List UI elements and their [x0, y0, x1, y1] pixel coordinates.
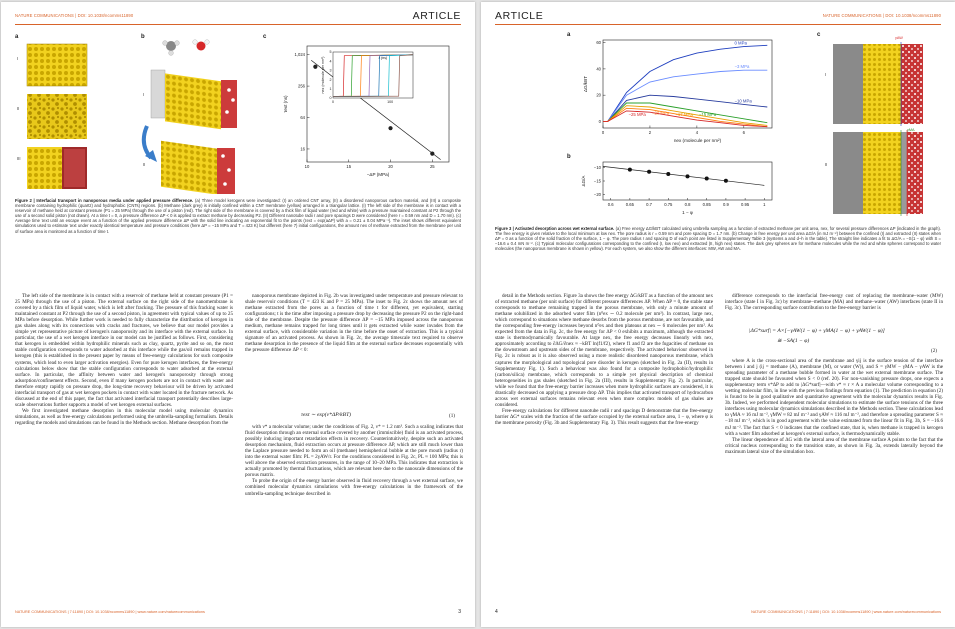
fig3-caption-title: Figure 3 | Activated desorption across wet external surface.	[495, 226, 615, 231]
left-page-column-1	[15, 293, 233, 605]
fig3a-y-tick-label: 0	[598, 118, 601, 124]
right-page	[481, 2, 955, 627]
fig3a-series-label: −17 MPa	[675, 111, 693, 117]
fig3b-plot-frame	[603, 162, 772, 200]
left-header-rule	[15, 24, 461, 25]
fig3a-series-line	[603, 45, 767, 121]
fig3c-label-aw-top: γAW	[895, 36, 903, 40]
fig3b-data-point	[647, 170, 651, 174]
fig2-caption-text: (a) Three model kerogens were investigated: (I) an ordered CNT array, (II) a disordered nanoporous carbon material, and (III) a composite membrane containing hydrophilic (quartz) and hydrophobic (CNTs) regions. (b) Methane (dark grey) is initially confined within a CNT membrane (yellow) arranged in a triangular lattice. (I) The left side of the membrane is in contact with a reservoir of methane held at constant pressure (P1 = 25 MPa) through the use of a piston (red). The right side of the membrane is covered by a thick film of liquid water (red and white) with a pressure maintained constant at P2 through the use of a second solid piston (not drawn). At a time t = 0, a pressure difference ΔP < 0 is applied to extract methane by decreasing P2. (II) Different nanotube radii r and pore spacings D were considered (here r = 0.59 nm and D = 1.70 nm). (c) Average time τext until an escape event as a function of the applied pressure difference ΔP with the solid line indicating an exponential fit to the points (τext = exp(aΔP) with a = 0.21 ± 0.04 MPa⁻¹). The inset shows different equivalent simulations used to estimate τext under exactly identical temperature and pressure conditions (here ΔP = −15 MPa and T = 423 K) but different (here 7) initial configurations, the amount nex of methane extracted from the membrane per unit of surface area is monitored as a function of time t.	[15, 198, 461, 234]
fig3b-fit-line	[603, 166, 764, 185]
fig2b-roman-2: II	[143, 162, 146, 167]
left-footer-journal: NATURE COMMUNICATIONS | 7:11890 | DOI: 10.1038/ncomms11890 | www.nature.com/naturecommunications	[15, 610, 205, 614]
fig2c-inset-y-tick-label: 5	[329, 50, 332, 55]
fig2a-panel	[15, 34, 130, 194]
fig2c-inset-y-tick-label: 4	[329, 59, 332, 64]
fig2c-data-point	[388, 126, 392, 130]
fig3a-chart	[567, 32, 812, 152]
fig2c-inset-x-tick-label: 100	[387, 100, 394, 104]
fig3b-x-tick-label: 0.95	[741, 202, 750, 207]
left-header-journal: NATURE COMMUNICATIONS | DOI: 10.1038/ncomms11890	[15, 13, 134, 18]
fig2c-inset-y-tick-label: 1	[329, 87, 332, 91]
fig2c-y-tick-label: 1,024	[294, 52, 305, 58]
left-page-footer	[15, 609, 461, 619]
fig3a-x-tick-label: 6	[742, 130, 746, 135]
left-page-header	[15, 10, 461, 24]
fig2c-data-point	[430, 152, 434, 156]
fig3c-illustrations	[817, 32, 945, 222]
left-page-column-2a	[245, 293, 463, 413]
right-col1-para-1: detail in the Methods section. Figure 3a shows the free energy ΔG/kBT as a function of the amount nex of extracted methane (per unit surface) for different pressure differences ΔP. When ΔP = 0, the stable state corresponds to methane remaining trapped in the porous membrane, with only a minute amount of methane solubilized in the adsorbed water film (n⁰ex ∼ 0.2 molecule per nm²). In contrast, large nex, which correspond to situations where methane desorbs from the porous membrane, are not favourable, and the corresponding free-energy increases beyond n⁰ex and then plateaus at nex ∼ 6 molecules per nm². As expected from the data in Fig. 2c, the free energy for ΔP < 0 exhibits a maximum, although the extracted state is thermodynamically favourable. At large nex, the free energy decreases linearly with nex, approximately according to ∂ΔG/∂nex ≈ −kBT ln(f1/f2), where f1 and f2 are the fugacities of methane on the downstream and upstream sides of the membrane, respectively. The activated behaviour observed in Fig. 2c is robust as it is also observed using a more realistic disordered nanoporous membrane, which captures the morphological and topological pore disorder in kerogen (sketched in Fig. 2a (II), results in Supplementary Fig. 1). Such a behaviour was also found for a composite hydrophobic/hydrophilic (carbon/silica) membrane, which corresponds to a simple yet physical description of chemical heterogeneities in gas shales (sketched in Fig. 2a (III), results in Supplementary Fig. 2). In particular, while we found that the free-energy barrier increases when more hydrophilic surfaces are considered, it is drastically decreased on applying a pressure drop ΔP. This implies that activated transport of hydrocarbon across wet external surfaces remains relevant even when more complex models of gas shales are considered.	[495, 293, 713, 408]
fig3a-series-label: −3 MPa	[734, 64, 750, 70]
fig3a-y-tick-label: 20	[596, 92, 601, 98]
disordered-carbon-model	[27, 94, 87, 139]
fig2c-y-tick-label: 256	[298, 83, 305, 89]
fig2c-x-tick-label: 15	[346, 164, 352, 169]
left-header-section: ARTICLE	[412, 10, 461, 22]
fig3a-y-tick-label: 60	[596, 40, 601, 46]
fig2c-inset-y-tick-label: 3	[329, 68, 332, 73]
fig2c-inset-y-axis-title: nex (molecule per nm²)	[321, 56, 325, 94]
fig3a-x-axis-title: nex (molecule per nm²)	[673, 138, 722, 143]
fig3b-data-point	[666, 172, 670, 176]
left-col1-para-2: We first investigated methane desorption in this molecular model using molecular dynamics simulations, as well as free-energy calculations performed using the umbrella-sampling formalism. Details regarding the models and simulations can be found in the Methods section. Methane desorption from the	[15, 407, 233, 426]
fig2-caption	[15, 198, 461, 278]
left-page-number: 3	[458, 609, 461, 615]
right-col2-para-1: difference corresponds to the interfacial free-energy cost of replacing the membrane–water (MW) interface (state I in Fig. 3c) by membrane–methane (MA) and methane–water (AW) interfaces (state II in Fig. 3c). The corresponding surface contribution to the free-energy barrier is	[725, 293, 943, 312]
fig3c-label-ma: γMA	[907, 128, 915, 132]
fig3b-y-axis-title: ΔG/A	[581, 175, 586, 187]
fig2b-label: b	[141, 34, 145, 40]
fig3-caption	[495, 226, 941, 286]
fig3b-y-tick-label: −20	[593, 191, 601, 197]
fig2b-panel	[141, 34, 256, 194]
fig3b-x-tick-label: 0.85	[702, 202, 711, 207]
fig2c-x-axis-title: −ΔP (MPa)	[366, 172, 390, 177]
fig2c-inset-y-tick-label: 2	[329, 77, 332, 82]
fig3b-x-tick-label: 0.65	[625, 202, 634, 207]
fig2c-label: c	[263, 34, 267, 40]
fig3b-x-tick-label: 0.8	[684, 202, 691, 207]
right-header-journal: NATURE COMMUNICATIONS | DOI: 10.1038/ncomms11890	[822, 13, 941, 18]
fig3b-data-point	[628, 168, 632, 172]
right-page-number: 4	[495, 609, 498, 615]
equation-2-line-2: ≅ −SA(1 − φ)	[777, 338, 810, 344]
fig3a-series-label: 0 MPa	[734, 40, 747, 46]
fig3b-panel	[567, 154, 812, 224]
membrane-confined-state	[151, 70, 237, 129]
extracted-state-snapshot	[833, 130, 923, 216]
right-page-column-1	[495, 293, 713, 605]
fig2c-x-tick-label: 10	[304, 164, 310, 169]
left-col2-para-2: with ν* a molecular volume; under the conditions of Fig. 2, ν* = 1.2 nm³. Such a scaling indicates that fluid desorption through an external surface covered by another (immiscible) fluid is an activated process, possibly inducing important retardation effects in recovery. Counterintuitively, despite such an activated desorption mechanism, fluid extraction occurs at pressure difference ΔP, which are still much lower than the Laplace pressure needed to form an oil (methane) hemispherical bubble at the pore mouth (radius r) into the external water film: PL = 2γAW/r. For the conditions considered in Fig. 2c, PL ≈ 100 MPa; this is well above the observed extraction pressures, in the range of 10–20 MPa. This indicates that extraction is actually promoted by thermal fluctuations, which are relevant here due to the nanoscale dimensions of the porous matrix.	[245, 424, 463, 479]
equation-2-number: (2)	[931, 348, 937, 354]
fig2-caption-title: Figure 2 | Interfacial transport in nanoporous media under applied pressure difference.	[15, 198, 194, 203]
methane-molecule-icon	[163, 41, 180, 56]
transition-arrow-icon	[144, 126, 157, 162]
fig3a-series-label: −15 MPa	[698, 111, 717, 117]
fig2b-illustrations	[141, 34, 256, 194]
fig3a-series-label: −25 MPa	[628, 111, 646, 117]
fig2c-inset-x-tick-label: 0	[332, 100, 334, 104]
fig2a-illustrations	[15, 34, 130, 194]
right-col2-para-2: where A is the cross-sectional area of the membrane and γij is the surface tension of the interface between i and j (ij = methane (A), membrane (M), or water (W)), and S = γMW − γMA − γAW is the spreading parameter of a methane bubble formed in water at the wet external membrane surface. The trapped state should be favoured when S < 0 (ref. 20). For non-vanishing pressure drops, one expects a supplementary term ν*ΔP to add to |ΔG*surf|—with ν* ≈ r × A a molecular volume corresponding to a wetting molecular film, in line with the previous findings from equation (1). The prediction in equation (2) is found to be in good qualitative and quantitative agreement with the molecular dynamics results in Fig. 3b. Indeed, we performed independent molecular simulations to estimate the surface tensions of the three interfaces using molecular dynamics simulations described in the Methods section. These calculations lead to γMA ≈ 16 mJ m⁻², γMW ≈ 82 mJ m⁻² and γAW ≈ 116 mJ m⁻², and therefore a spreading parameter S ≈ −18 mJ m⁻², which is in good agreement with the value estimated from the linear fit in Fig. 3b, S = −16.6 mJ m⁻². The fact that S < 0 indicates that the confined state, that is, when methane is trapped in kerogen with a water film adsorbed at kerogen's external surface, is thermodynamically stable.	[725, 358, 943, 437]
fig3b-data-point	[705, 177, 709, 181]
right-page-header	[495, 10, 941, 24]
fig3b-x-tick-label: 1	[763, 202, 766, 207]
left-page-column-2b	[245, 424, 463, 605]
fig2c-y-axis-title: τext (ns)	[283, 95, 288, 113]
fig3b-x-axis-title: 1 − φ	[682, 210, 693, 215]
fig2c-y-tick-label: 64	[300, 114, 305, 120]
fig2c-x-tick-label: 20	[388, 164, 393, 169]
fig2c-y-tick-label: 16	[300, 146, 305, 152]
fig3b-y-tick-label: −15	[593, 178, 601, 184]
equation-1-number: (1)	[449, 413, 455, 419]
fig3b-x-tick-label: 0.75	[664, 202, 673, 207]
fig3c-label: c	[817, 32, 821, 38]
fig3b-x-tick-label: 0.7	[646, 202, 653, 207]
left-col2-para-3: To probe the origin of the energy barrier observed in fluid recovery through a wet external surface, we combined molecular dynamics simulations with free-energy calculations in the framework of the umbrella-sampling technique described in	[245, 478, 463, 497]
right-header-section: ARTICLE	[495, 10, 544, 22]
fig3a-y-tick-label: 40	[596, 66, 601, 72]
fig2c-x-tick-label: 25	[429, 164, 435, 169]
fig3c-roman-1: I	[825, 72, 827, 77]
fig3-caption-text: (a) Free energy ΔG/kBT calculated using umbrella sampling as a function of extracted methane per unit area, nex, for several pressure differences ΔP (indicated in the graph). The free energy is given relative to the local minimum at low nex. The pore radius is r = 0.59 nm and pore spacing D = 1.7 nm. (b) Change in free energy per unit area ΔG/A (in mJ m⁻²) between the confined (I) and extracted (II) states when ΔP = 0 as a function of the solid fraction of the surface, 1 − φ. The pore radius r and spacing D of each point are listed in Supplementary Table 3 (systems a and d–h in the table). The straight line indicates a fit to ΔG/A = −S(1 − φ) with S = −16.6 ± 0.4 mN m⁻². (c) Typical molecular configurations corresponding to the confined (I, low nex) and extracted (II, high nex) states. The dark grey spheres are for methane molecules while the red and white spheres correspond to water molecules (the nanoporous membrane is shown in yellow). For each system, we also show the different interfaces: MW, AW and MA.	[495, 226, 941, 252]
fig2c-chart	[263, 34, 463, 194]
fig3a-series-label: −20 MPa	[651, 110, 670, 116]
fig3c-panel	[817, 32, 945, 222]
fig3b-x-tick-label: 0.6	[607, 202, 614, 207]
cnt-array-model	[27, 44, 87, 86]
fig2c-inset-y-tick-label: 0	[329, 96, 332, 101]
fig3b-label: b	[567, 154, 571, 160]
fig3a-panel	[567, 32, 812, 152]
right-page-column-2a	[725, 293, 943, 325]
fig3b-data-point	[724, 179, 728, 183]
right-header-rule	[495, 24, 941, 25]
left-col2-para-1: nanoporous membrane depicted in Fig. 2b was investigated under temperature and pressure relevant to shale reservoir conditions (T = 423 K and P = 25 MPa). The inset to Fig. 2c shows the amount nex of methane extracted from the pores as a function of time t for different, yet equivalent, starting configurations; t is the time after imposing a pressure drop by decreasing the pressure P2 on the right-hand side of the membrane. Despite the pressure difference ΔP = −15 MPa imposed across the nanoporous medium, methane remains trapped for long times until it gets extracted while water invades from the external surface, with considerable variation in the time before the onset of extraction. This is a typical signature of an activated process. As shown in Fig. 2c, the average timescale τext required to observe methane desorption in the presence of the liquid film at the external surface decreases exponentially with the pressure difference ΔP < 0:	[245, 293, 463, 354]
fig2c-inset-frame	[333, 52, 413, 98]
fig3a-x-tick-label: 4	[695, 130, 699, 135]
right-page-column-2b	[725, 358, 943, 605]
fig3a-series-label: −10 MPa	[734, 98, 752, 104]
left-col1-para-1: The left side of the membrane is in contact with a reservoir of methane held at constant pressure (P1 = 25 MPa) through the use of a piston. The external surface on the right side of the nanomembrane is covered by a thick film of liquid water, which is left after fracking. The pressure of this fracking water is maintained constant at P2 through the use of a second piston, in agreement with typical values of up to 25 MPa before desorption. While further work is needed to fully characterize the distribution of kerogen in gas shales along with its connections with cracks and fractures, we believe that our model provides a simple yet representative picture of kerogen's nanoporosity and its interface with the external surface. In particular, the use of a wet kerogen interface in our model can be justified as follows. First, considering that kerogen is embedded within hydrophilic minerals such as clay, quartz, pyrite and so on, the most stable configuration corresponds to water adsorbed at this interface while the gas/oil remains trapped in kerogen (this is established in the present paper by means of free-energy calculations for such composite systems, which lead to even larger activation energies). Even for pure kerogen interfaces, the free-energy calculations below show that the stable configuration corresponds to water adsorbed at the external surface. In particular, the affinity between water and kerogen's nanoporosity through strong adsorption/confinement effects. Second, even if many kerogen pockets are not in contact with water and therefore empty rapidly on pressure drop, the long-time recovery behaviour will be driven by activated interfacial transport of gas at wet kerogen pockets in contact with water located in the fracture network. As discussed at the end of this paper, the fact that activated interfacial transport potentially describes large-scale observations further supports a model of wet kerogen external surfaces.	[15, 293, 233, 408]
equation-2-line-1: |ΔG*surf| = A×[−γAW(1 − φ) + γMA(1 − φ) + γAW(1 − φ)]	[749, 328, 885, 334]
fig2c-data-point	[313, 65, 317, 69]
fig2b-roman-1: I	[143, 92, 145, 97]
fig2a-label: a	[15, 34, 19, 40]
right-page-footer	[495, 609, 941, 619]
fig3b-chart	[567, 154, 812, 224]
fig2c-inset-x-axis-title: t (ns)	[378, 56, 388, 60]
fig2a-roman-3: III	[17, 156, 21, 161]
right-footer-journal: NATURE COMMUNICATIONS | 7:11890 | DOI: 10.1038/ncomms11890 | www.nature.com/naturecommunications	[751, 610, 941, 614]
fig2c-panel	[263, 34, 463, 194]
fig3a-y-axis-title: ΔG/kBT	[583, 75, 588, 93]
fig3b-data-point	[686, 174, 690, 178]
fig3b-y-tick-label: −10	[593, 164, 601, 170]
right-col1-para-2: Free-energy calculations for different nanotube radii r and spacings D demonstrate that the free-energy barrier ΔG* scales with the fraction of the surface occupied by the external surface area, 1 − φ, where φ is the membrane porosity (Fig. 3b and Supplementary Fig. 3). This result suggests that the free-energy	[495, 407, 713, 426]
fig3b-x-tick-label: 0.9	[722, 202, 729, 207]
membrane-extracted-state	[161, 141, 235, 194]
fig3c-roman-2: II	[825, 162, 828, 167]
confined-state-snapshot	[833, 42, 923, 126]
composite-membrane-model	[27, 147, 87, 189]
fig3a-x-tick-label: 2	[648, 130, 652, 135]
fig2a-roman-2: II	[17, 106, 20, 111]
water-molecule-icon	[193, 40, 210, 51]
fig3a-label: a	[567, 32, 571, 38]
fig3a-x-tick-label: 0	[601, 130, 605, 135]
right-col2-para-3: The linear dependence of ΔG with the lateral area of the membrane surface A points to the fact that the critical nucleus corresponding to the transition state, as shown in Fig. 3a, extends laterally beyond the maximum lateral size of the simulation box.	[725, 436, 943, 455]
fig2a-roman-1: I	[17, 56, 19, 61]
left-page	[1, 2, 475, 627]
equation-1: τext ∼ exp(ν*ΔP/kBT)	[301, 412, 352, 418]
